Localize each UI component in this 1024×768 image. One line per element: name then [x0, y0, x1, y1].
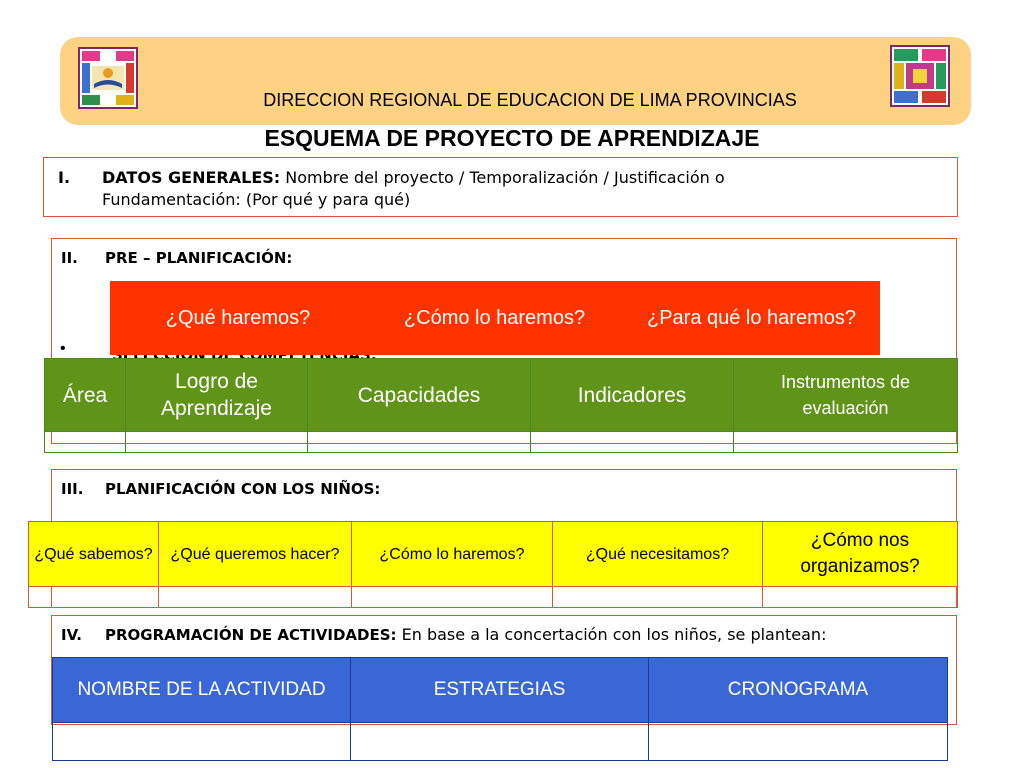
header-cell: ¿Cómo lo haremos?: [352, 522, 553, 587]
section-label: DATOS GENERALES:: [102, 168, 281, 187]
bullet: •: [60, 340, 66, 357]
table-cell[interactable]: [649, 723, 948, 761]
header-cell: CRONOGRAMA: [649, 658, 948, 723]
table-cell[interactable]: [763, 587, 958, 608]
question-cell: ¿Cómo lo haremos?: [366, 281, 623, 355]
header-cell: Logro de Aprendizaje: [126, 359, 308, 432]
competencies-table: [44, 358, 958, 453]
header-cell: ¿Cómo nos organizamos?: [763, 522, 958, 587]
table-cell[interactable]: [531, 432, 734, 453]
section-label: PRE – PLANIFICACIÓN:: [105, 249, 293, 267]
section-label: PROGRAMACIÓN DE ACTIVIDADES:: [105, 626, 397, 644]
header-cell: Instrumentos de evaluación: [734, 359, 958, 432]
question-cell: ¿Para qué lo haremos?: [623, 281, 880, 355]
section-general-data: [43, 157, 958, 217]
table-cell[interactable]: [53, 723, 351, 761]
table-cell[interactable]: [159, 587, 352, 608]
table-cell[interactable]: [553, 587, 763, 608]
header-cell: Capacidades: [308, 359, 531, 432]
header-cell: ¿Qué sabemos?: [29, 522, 159, 587]
question-cell: ¿Qué haremos?: [110, 281, 366, 355]
section-number: III.: [61, 480, 84, 498]
section-number: I.: [58, 168, 71, 187]
header-banner: [60, 37, 971, 125]
table-cell[interactable]: [126, 432, 308, 453]
header-cell: NOMBRE DE LA ACTIVIDAD: [53, 658, 351, 723]
table-cell[interactable]: [45, 432, 126, 453]
children-planning-table: [28, 521, 958, 608]
section-number: IV.: [61, 626, 82, 644]
section-text: En base a la concertación con los niños, se plantean:: [401, 625, 827, 644]
table-cell[interactable]: [29, 587, 159, 608]
section-text-continued: Fundamentación: (Por qué y para qué): [102, 190, 411, 209]
page-title: ESQUEMA DE PROYECTO DE APRENDIZAJE: [264, 125, 760, 151]
table-cell[interactable]: [308, 432, 531, 453]
header-cell: Indicadores: [531, 359, 734, 432]
section-number: II.: [61, 249, 78, 267]
table-cell[interactable]: [351, 723, 649, 761]
table-cell[interactable]: [734, 432, 958, 453]
header-cell: ¿Qué queremos hacer?: [159, 522, 352, 587]
ministry-logo-icon: [77, 46, 139, 110]
organization-name: DIRECCION REGIONAL DE EDUCACION DE LIMA PROVINCIAS: [263, 90, 797, 110]
header-cell: ESTRATEGIAS: [351, 658, 649, 723]
table-cell[interactable]: [352, 587, 553, 608]
activities-table: [52, 657, 948, 761]
section-label: PLANIFICACIÓN CON LOS NIÑOS:: [105, 480, 381, 498]
header-cell: Área: [45, 359, 126, 432]
header-cell: ¿Qué necesitamos?: [553, 522, 763, 587]
questions-table: [110, 281, 880, 355]
section-text: Nombre del proyecto / Temporalización / Justificación o: [285, 168, 725, 187]
